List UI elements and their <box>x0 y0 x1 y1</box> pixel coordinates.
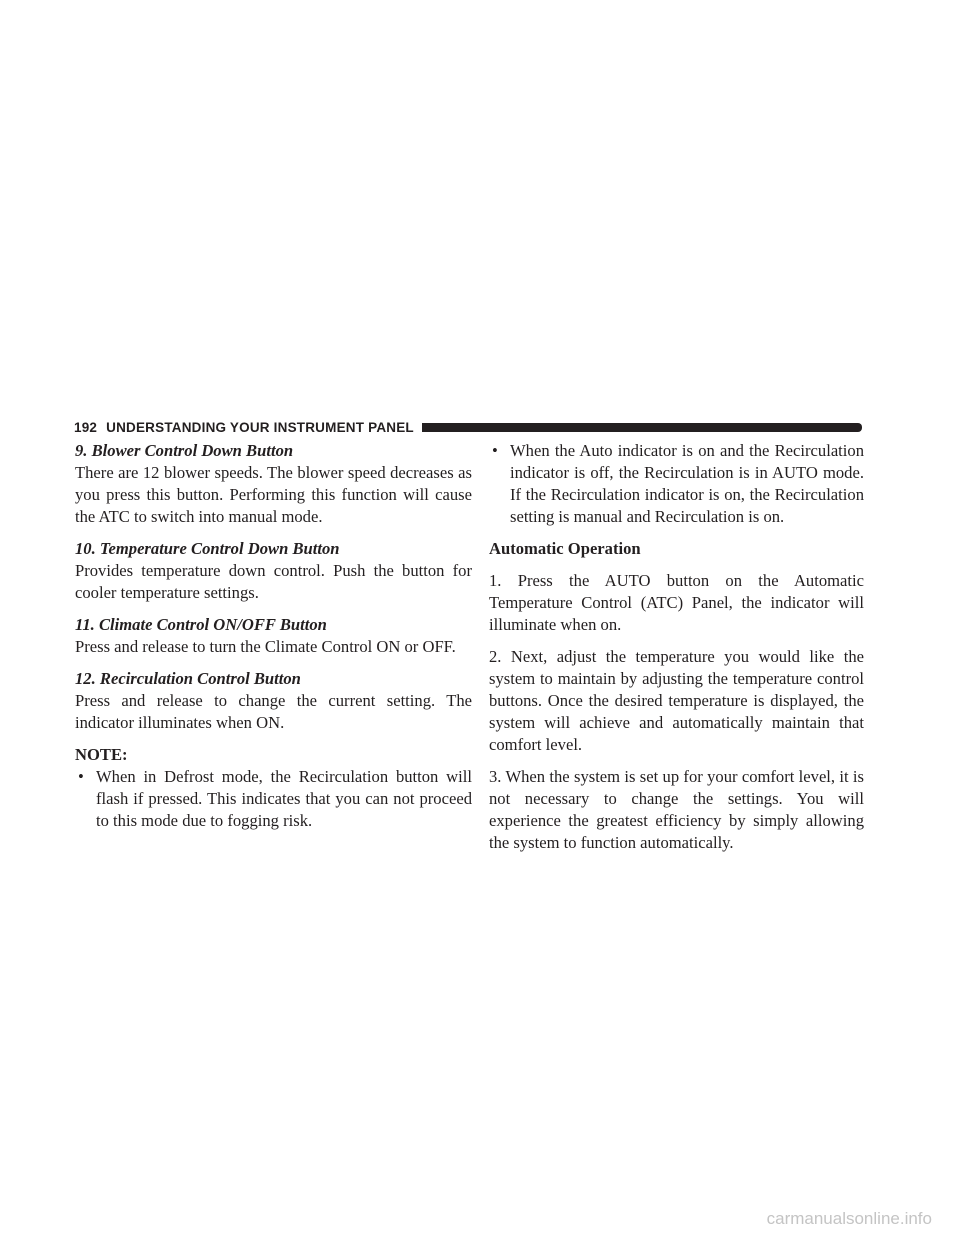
note-label: NOTE: <box>75 745 128 764</box>
subhead-temperature-down: 10. Temperature Control Down Button <box>75 539 340 558</box>
right-column <box>489 440 864 864</box>
paragraph-climate-on-off: Press and release to turn the Climate Control ON or OFF. <box>75 637 456 656</box>
subhead-climate-on-off: 11. Climate Control ON/OFF Button <box>75 615 327 634</box>
automatic-operation-heading: Automatic Operation <box>489 539 641 558</box>
header-rule <box>422 423 862 432</box>
bullet-icon: • <box>78 767 84 786</box>
step-1: 1. Press the AUTO button on the Automatic Temperature Control (ATC) Panel, the indicator will illuminate when on. <box>489 571 864 634</box>
paragraph-temperature-down: Provides temperature down control. Push the button for cooler temperature settings. <box>75 561 472 602</box>
section-title: UNDERSTANDING YOUR INSTRUMENT PANEL <box>106 419 414 435</box>
watermark: carmanualsonline.info <box>766 1209 932 1228</box>
note-bullet-item <box>75 766 472 832</box>
left-column <box>75 440 472 842</box>
step-3: 3. When the system is set up for your comfort level, it is not necessary to change the settings. You will experience the greatest efficiency by simply allowing the system to function automatically. <box>489 767 864 852</box>
paragraph-blower-down: There are 12 blower speeds. The blower speed decreases as you press this button. Performing this function will cause the ATC to switch into manual mode. <box>75 463 472 526</box>
auto-recirculation-bullet-text: When the Auto indicator is on and the Recirculation indicator is off, the Recirculation is in AUTO mode. If the Recirculation indicator is on, the Recirculation setting is manual and Recirculation is on. <box>510 441 864 526</box>
subhead-recirculation: 12. Recirculation Control Button <box>75 669 301 688</box>
step-2: 2. Next, adjust the temperature you would like the system to maintain by adjusting the temperature control buttons. Once the desired temperature is displayed, the system will achieve and automatically maintain that comfort level. <box>489 647 864 754</box>
paragraph-recirculation: Press and release to change the current setting. The indicator illuminates when ON. <box>75 691 472 732</box>
auto-recirculation-bullet-item <box>489 440 864 528</box>
subhead-blower-down: 9. Blower Control Down Button <box>75 441 294 460</box>
page-header <box>74 418 862 436</box>
bullet-icon: • <box>492 441 498 460</box>
note-bullet-text: When in Defrost mode, the Recirculation button will flash if pressed. This indicates that you can not proceed to this mode due to fogging risk. <box>96 767 472 830</box>
page-number: 192 <box>74 419 98 435</box>
